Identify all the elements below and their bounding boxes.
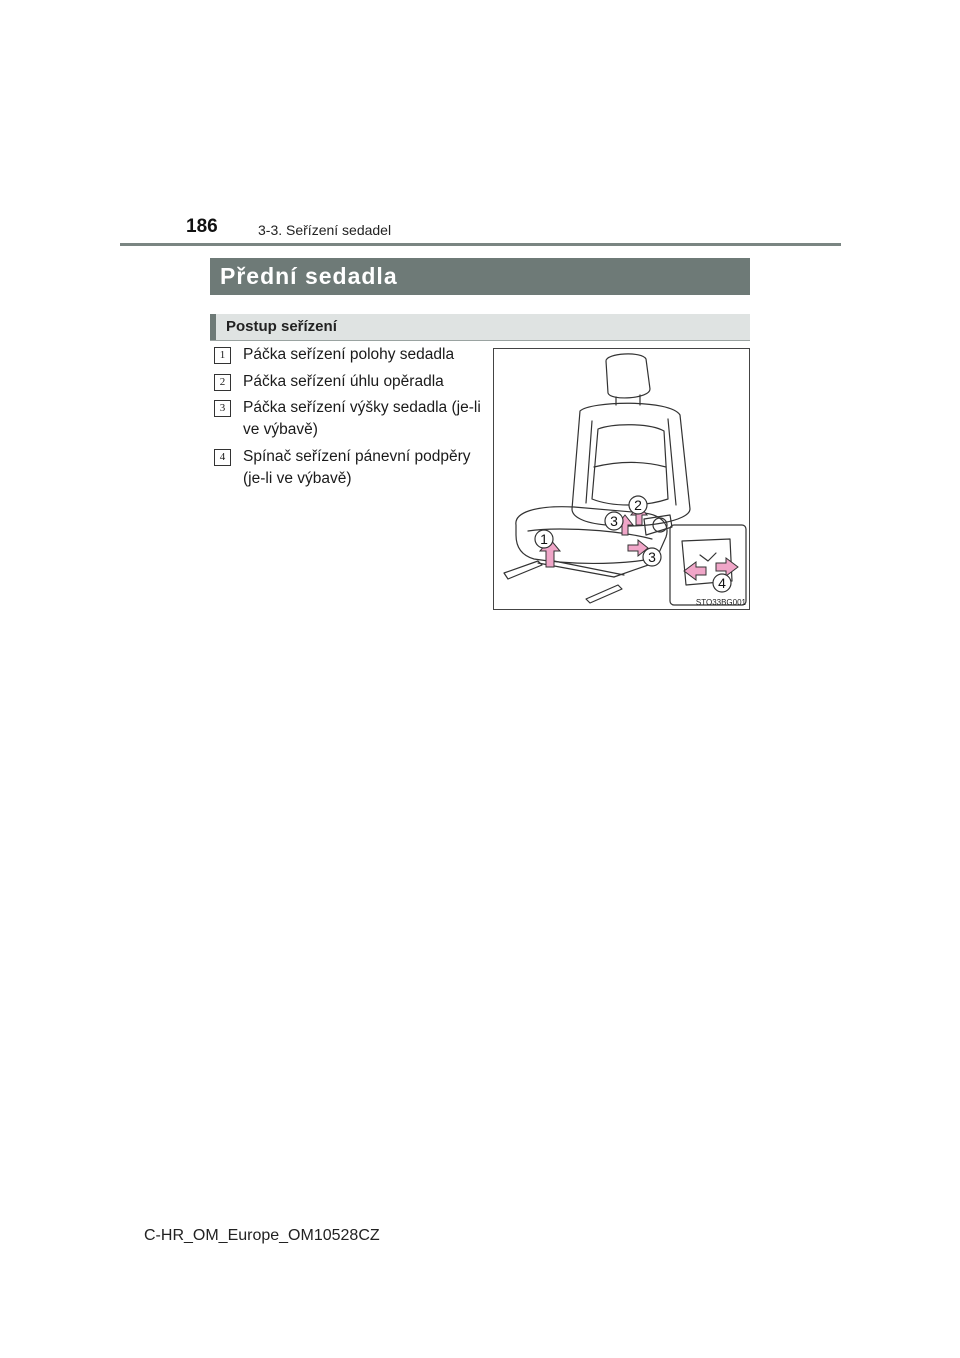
item-number: 2 — [214, 374, 231, 391]
header-divider — [120, 243, 841, 246]
seat-drawing — [494, 349, 749, 609]
arrow-4b-icon — [684, 562, 706, 580]
subsection-divider — [210, 340, 750, 341]
item-number: 4 — [214, 449, 231, 466]
list-item — [214, 371, 486, 393]
svg-text:2: 2 — [634, 497, 642, 513]
footer-document-id: C-HR_OM_Europe_OM10528CZ — [144, 1227, 380, 1244]
svg-text:4: 4 — [718, 575, 726, 591]
section-title: Přední sedadla — [210, 258, 750, 295]
section-reference: 3-3. Seřízení sedadel — [258, 222, 392, 238]
arrow-4a-icon — [716, 558, 738, 576]
item-text: Páčka seřízení úhlu opěradla — [243, 373, 444, 390]
item-number: 1 — [214, 347, 231, 364]
list-item — [214, 344, 486, 366]
subsection-title: Postup seřízení — [210, 314, 750, 340]
svg-text:3: 3 — [648, 549, 656, 565]
item-text: Páčka seřízení polohy sedadla — [243, 346, 455, 363]
list-item — [214, 446, 486, 490]
seat-illustration — [493, 348, 750, 610]
list-item — [214, 397, 486, 441]
svg-text:1: 1 — [540, 531, 548, 547]
item-number: 3 — [214, 400, 231, 417]
page-number: 186 — [186, 216, 218, 237]
figure-code: STO33BG001 — [695, 598, 746, 607]
item-text: Páčka seřízení výšky sedadla (je-li ve výbavě) — [243, 399, 481, 438]
svg-text:3: 3 — [610, 513, 618, 529]
item-text: Spínač seřízení pánevní podpěry (je-li ve výbavě) — [243, 448, 471, 487]
